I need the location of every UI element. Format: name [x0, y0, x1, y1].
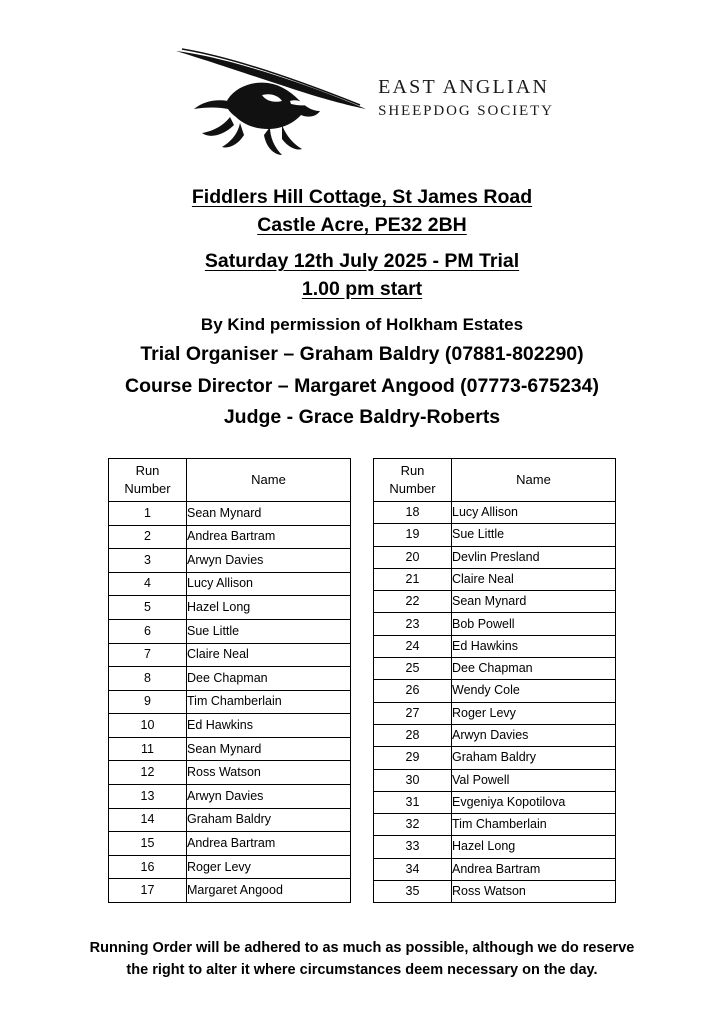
competitor-name-cell: Wendy Cole	[452, 680, 616, 702]
run-number-cell: 15	[109, 832, 187, 856]
column-header-run-number-line2: Number	[389, 480, 436, 496]
running-order-table-left	[108, 458, 351, 903]
run-number-cell: 19	[374, 524, 452, 546]
competitor-name-cell: Tim Chamberlain	[452, 814, 616, 836]
society-name-line2: SHEEPDOG SOCIETY	[378, 103, 554, 120]
border-collie-silhouette-icon	[170, 43, 370, 161]
run-number-cell: 30	[374, 769, 452, 791]
table-row	[374, 546, 616, 568]
competitor-name-cell: Graham Baldry	[187, 808, 351, 832]
competitor-name-cell: Andrea Bartram	[452, 858, 616, 880]
column-header-run-number-line1: Run	[400, 463, 425, 479]
society-name-line1: EAST ANGLIAN	[378, 76, 550, 99]
competitor-name-cell: Graham Baldry	[452, 747, 616, 769]
course-director: Course Director – Margaret Angood (07773-675234)	[125, 374, 599, 397]
competitor-name-cell: Devlin Presland	[452, 546, 616, 568]
competitor-name-cell: Evgeniya Kopotilova	[452, 791, 616, 813]
run-number-cell: 24	[374, 635, 452, 657]
competitor-name-cell: Margaret Angood	[187, 879, 351, 903]
permission-note: By Kind permission of Holkham Estates	[200, 314, 524, 334]
run-number-cell: 35	[374, 880, 452, 902]
table-row	[374, 880, 616, 902]
table-row	[109, 714, 351, 738]
running-order-table-right	[373, 458, 616, 903]
run-number-cell: 22	[374, 591, 452, 613]
run-number-cell: 27	[374, 702, 452, 724]
competitor-name-cell: Sue Little	[452, 524, 616, 546]
column-header-name: Name	[187, 458, 351, 501]
table-row	[109, 737, 351, 761]
table-row	[109, 855, 351, 879]
run-number-cell: 11	[109, 737, 187, 761]
table-row	[374, 814, 616, 836]
competitor-name-cell: Sue Little	[187, 619, 351, 643]
society-name	[378, 74, 554, 129]
table-row	[109, 643, 351, 667]
table-row	[374, 836, 616, 858]
run-number-cell: 12	[109, 761, 187, 785]
competitor-name-cell: Claire Neal	[452, 568, 616, 590]
footer-note	[82, 937, 642, 981]
table-row	[374, 769, 616, 791]
table-row	[109, 832, 351, 856]
run-number-cell: 23	[374, 613, 452, 635]
competitor-name-cell: Ed Hawkins	[452, 635, 616, 657]
column-header-name: Name	[452, 458, 616, 501]
run-number-cell: 31	[374, 791, 452, 813]
table-row	[109, 667, 351, 691]
table-row	[374, 791, 616, 813]
run-number-cell: 17	[109, 879, 187, 903]
competitor-name-cell: Sean Mynard	[187, 737, 351, 761]
table-row	[374, 635, 616, 657]
table-row	[374, 524, 616, 546]
event-date: Saturday 12th July 2025 - PM Trial	[204, 250, 520, 273]
competitor-name-cell: Andrea Bartram	[187, 525, 351, 549]
event-start-time: 1.00 pm start	[301, 278, 423, 301]
competitor-name-cell: Dee Chapman	[187, 667, 351, 691]
competitor-name-cell: Val Powell	[452, 769, 616, 791]
run-number-cell: 20	[374, 546, 452, 568]
run-number-cell: 5	[109, 596, 187, 620]
run-number-cell: 18	[374, 501, 452, 523]
judge: Judge - Grace Baldry-Roberts	[223, 406, 501, 429]
table-row	[109, 619, 351, 643]
table-row	[374, 591, 616, 613]
competitor-name-cell: Arwyn Davies	[187, 549, 351, 573]
table-row	[109, 808, 351, 832]
competitor-name-cell: Dee Chapman	[452, 658, 616, 680]
trial-organiser: Trial Organiser – Graham Baldry (07881-802290)	[140, 342, 584, 365]
table-header-row	[109, 458, 351, 501]
venue-address-line2: Castle Acre, PE32 2BH	[257, 213, 467, 236]
table-row	[109, 572, 351, 596]
table-header-row	[374, 458, 616, 501]
competitor-name-cell: Lucy Allison	[187, 572, 351, 596]
run-number-cell: 34	[374, 858, 452, 880]
table-row	[374, 702, 616, 724]
competitor-name-cell: Ed Hawkins	[187, 714, 351, 738]
competitor-name-cell: Roger Levy	[452, 702, 616, 724]
table-row	[374, 613, 616, 635]
competitor-name-cell: Hazel Long	[187, 596, 351, 620]
run-number-cell: 2	[109, 525, 187, 549]
run-number-cell: 32	[374, 814, 452, 836]
table-row	[109, 879, 351, 903]
table-row	[109, 761, 351, 785]
run-number-cell: 25	[374, 658, 452, 680]
run-number-cell: 7	[109, 643, 187, 667]
run-number-cell: 21	[374, 568, 452, 590]
column-header-run-number-line2: Number	[124, 480, 171, 496]
competitor-name-cell: Bob Powell	[452, 613, 616, 635]
table-row	[109, 501, 351, 525]
run-number-cell: 8	[109, 667, 187, 691]
run-number-cell: 6	[109, 619, 187, 643]
competitor-name-cell: Claire Neal	[187, 643, 351, 667]
run-number-cell: 26	[374, 680, 452, 702]
run-number-cell: 33	[374, 836, 452, 858]
footer-note-line2: the right to alter it where circumstances deem necessary on the day.	[126, 962, 598, 979]
table-row	[374, 747, 616, 769]
table-row	[109, 549, 351, 573]
table-row	[109, 525, 351, 549]
competitor-name-cell: Sean Mynard	[187, 501, 351, 525]
table-row	[109, 596, 351, 620]
competitor-name-cell: Hazel Long	[452, 836, 616, 858]
run-number-cell: 13	[109, 785, 187, 809]
run-number-cell: 14	[109, 808, 187, 832]
run-number-cell: 28	[374, 724, 452, 746]
table-row	[109, 785, 351, 809]
table-row	[109, 690, 351, 714]
competitor-name-cell: Ross Watson	[187, 761, 351, 785]
run-number-cell: 16	[109, 855, 187, 879]
venue-address-line1: Fiddlers Hill Cottage, St James Road	[191, 186, 533, 208]
society-logo	[52, 42, 672, 162]
column-header-run-number	[374, 458, 452, 501]
table-row	[374, 858, 616, 880]
running-order-tables	[52, 458, 672, 903]
competitor-name-cell: Sean Mynard	[452, 591, 616, 613]
competitor-name-cell: Arwyn Davies	[452, 724, 616, 746]
column-header-run-number-line1: Run	[135, 463, 160, 479]
competitor-name-cell: Roger Levy	[187, 855, 351, 879]
table-row	[374, 680, 616, 702]
run-number-cell: 9	[109, 690, 187, 714]
table-row	[374, 568, 616, 590]
column-header-run-number	[109, 458, 187, 501]
table-row	[374, 501, 616, 523]
event-heading	[52, 184, 672, 432]
table-row	[374, 658, 616, 680]
run-number-cell: 3	[109, 549, 187, 573]
competitor-name-cell: Ross Watson	[452, 880, 616, 902]
footer-note-line1: Running Order will be adhered to as much as possible, although we do reserve	[89, 940, 635, 957]
run-number-cell: 1	[109, 501, 187, 525]
competitor-name-cell: Lucy Allison	[452, 501, 616, 523]
competitor-name-cell: Tim Chamberlain	[187, 690, 351, 714]
run-number-cell: 4	[109, 572, 187, 596]
competitor-name-cell: Andrea Bartram	[187, 832, 351, 856]
competitor-name-cell: Arwyn Davies	[187, 785, 351, 809]
table-row	[374, 724, 616, 746]
run-number-cell: 29	[374, 747, 452, 769]
run-number-cell: 10	[109, 714, 187, 738]
